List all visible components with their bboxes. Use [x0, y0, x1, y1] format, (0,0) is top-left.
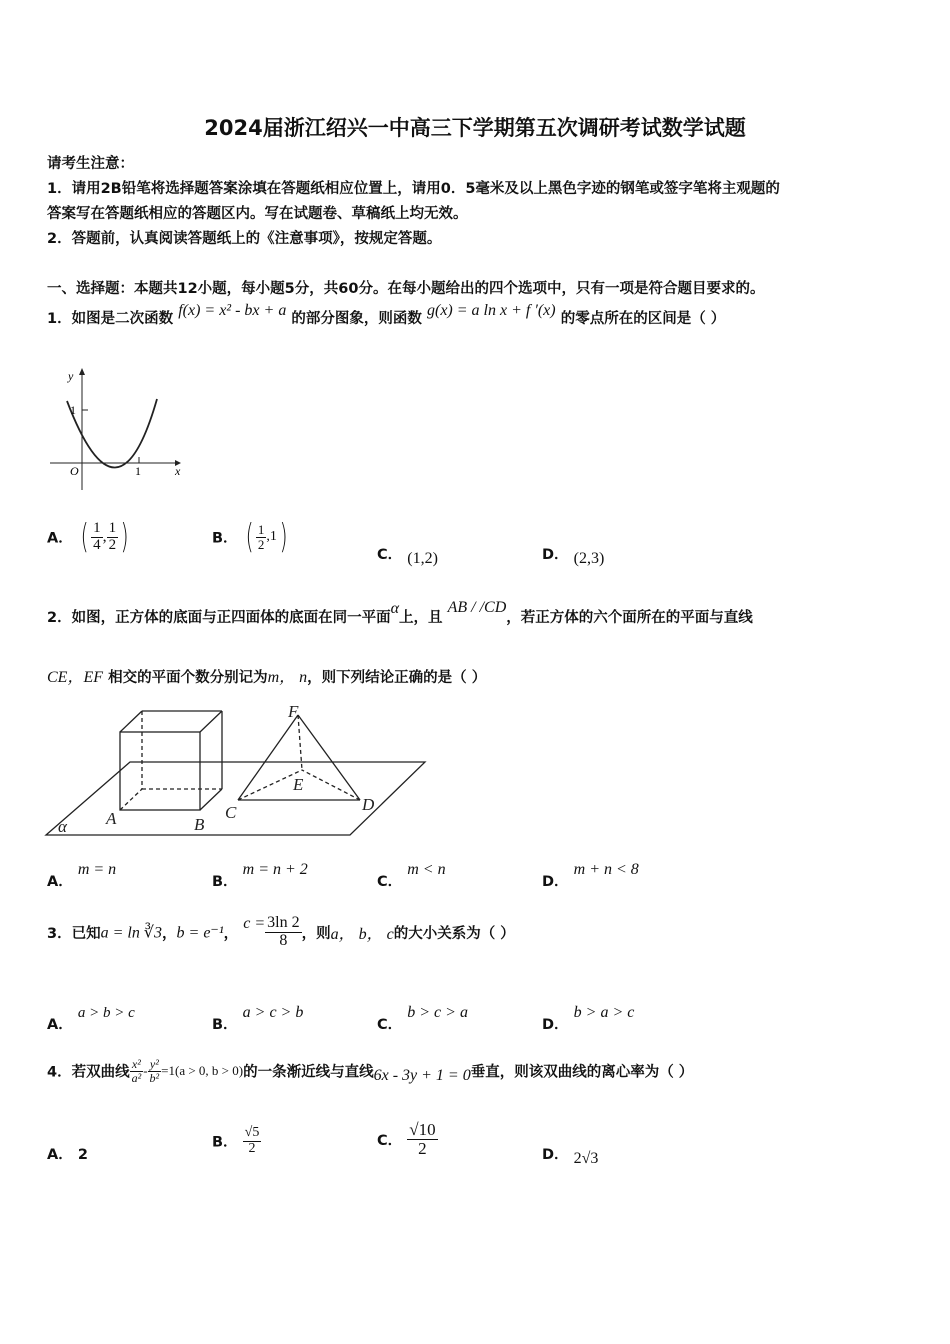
question-3: 3．已知a = ln ∛3，b = e⁻¹， c = $\frac{3\ln 2}{8}$ ，则a， b， c的大小关系为（ ） — [47, 914, 515, 949]
q2-cube-edge — [200, 789, 222, 810]
q4-option-c-label: C． — [377, 1132, 403, 1149]
q1-option-c[interactable] — [377, 543, 438, 567]
q2-d-value: m + n < 8 — [573, 861, 639, 878]
q3-c-denominator: 8 — [279, 931, 288, 949]
q2-label-b: B — [194, 815, 205, 834]
q4-hyp-a2: a² — [131, 1070, 142, 1085]
q1-b-num: 1 — [257, 521, 265, 537]
q4-text2: 的一条渐近线与直线 — [243, 1064, 374, 1081]
q3-abc: a， b， c — [330, 925, 394, 943]
q2-text2: 上，且 — [399, 610, 443, 626]
q1-y-arrow — [79, 368, 85, 375]
q2-option-d[interactable] — [542, 861, 639, 891]
question-1 — [47, 302, 726, 328]
q3-option-b-label: B． — [212, 1017, 238, 1033]
q4-option-d[interactable] — [542, 1143, 599, 1167]
q4-d-value: 2√3 — [573, 1150, 599, 1167]
q1-origin: O — [70, 464, 79, 478]
q2-cube-hidden-edge — [120, 789, 142, 810]
q1-text2: 的部分图象，则函数 — [291, 311, 422, 327]
notes-line1a: 1．请用2B铅笔将选择题答案涂填在答题纸相应位置上，请用0．5毫米及以上黑色字迹的钢笔或签字笔将主观题的 — [47, 181, 780, 197]
q1-option-c-label: C． — [377, 547, 403, 563]
q2-b-value: m = n + 2 — [242, 861, 308, 878]
q1-a-den1: 4 — [93, 536, 101, 553]
q3-option-a[interactable] — [47, 1005, 135, 1034]
q2-label-a: A — [106, 809, 117, 828]
q3-c-value: b > c > a — [407, 1004, 468, 1021]
q1-a-den2: 2 — [108, 536, 117, 553]
q3-b-value: a > c > b — [242, 1004, 304, 1021]
q1-a-num1: 1 — [93, 519, 101, 536]
q4-hyp-minus: - — [143, 1063, 148, 1079]
q4-option-c[interactable] — [377, 1121, 438, 1158]
q2-ce-ef: CE，EF — [47, 669, 103, 686]
q1-option-d[interactable] — [542, 543, 605, 567]
q3-a-expr: a = ln ∛3 — [100, 924, 163, 942]
q1-text1: 如图是二次函数 — [71, 311, 174, 327]
q2-option-c-label: C． — [377, 874, 403, 890]
q3-text3: 的大小关系为（ ） — [393, 925, 515, 942]
q2-alpha: α — [390, 600, 399, 617]
q2-mn: m， n — [267, 669, 308, 686]
q1-option-a-label: A． — [47, 530, 73, 547]
q2-text3: ，若正方体的六个面所在的平面与直线 — [506, 610, 753, 626]
notes-line2: 2．答题前，认真阅读答题纸上的《注意事项》，按规定答题。 — [47, 231, 442, 247]
q3-a-value: a > b > c — [77, 1005, 135, 1021]
notes-line1b: 答案写在答题纸相应的答题区内。写在试题卷、草稿纸上均无效。 — [47, 206, 468, 222]
page-title: 2024届浙江绍兴一中高三下学期第五次调研考试数学试题 — [204, 116, 746, 140]
q2-option-a-label: A． — [47, 874, 73, 890]
q4-b-denominator: 2 — [248, 1140, 256, 1156]
q3-option-c[interactable] — [377, 1004, 468, 1034]
notes-heading: 请考生注意： — [47, 156, 134, 172]
q4-option-b-label: B． — [212, 1134, 238, 1151]
q2-cube-tetrahedron-figure — [40, 700, 440, 840]
q3-d-value: b > a > c — [573, 1004, 635, 1021]
q2-number: 2． — [47, 610, 72, 626]
q2-label-d: D — [362, 795, 375, 814]
q1-b-rest: ,1 — [266, 529, 277, 544]
q1-parabola-curve — [67, 399, 157, 468]
q1-x-label: x — [175, 464, 181, 478]
q2-option-a[interactable] — [47, 861, 117, 891]
q1-option-b-label: B． — [212, 530, 238, 547]
q1-b-den: 2 — [257, 536, 265, 552]
q3-option-b[interactable] — [212, 1004, 304, 1034]
q1-text3: 的零点所在的区间是（ ） — [560, 311, 726, 327]
q2-option-c[interactable] — [377, 861, 446, 891]
q1-y-one: 1 — [70, 403, 76, 417]
q4-option-b[interactable] — [212, 1126, 261, 1156]
question-2 — [47, 599, 753, 627]
q2-label-c: C — [225, 803, 237, 822]
q1-x-one: 1 — [135, 464, 141, 478]
section-heading: 一、选择题：本题共12小题，每小题5分，共60分。在每小题给出的四个选项中，只有一项是符合题目要求的。 — [47, 281, 765, 297]
q1-d-value: (2,3) — [573, 550, 605, 567]
q4-option-a-label: A． — [47, 1147, 73, 1163]
q2-label-e: E — [293, 775, 304, 794]
q2-c-value: m < n — [407, 861, 446, 878]
q4-a-value: 2 — [77, 1147, 88, 1163]
q3-b-expr: b = e⁻¹ — [176, 924, 224, 942]
q1-f-expr: f(x) = x² - bx + a — [178, 302, 287, 319]
question-2-line2 — [47, 664, 486, 687]
q1-option-b[interactable]: B． ( $\frac{1}{2}$ ,1) — [212, 517, 288, 557]
q2-cube-edge — [200, 711, 222, 732]
q3-number: 3． — [47, 925, 72, 942]
q3-option-d-label: D． — [542, 1017, 569, 1033]
q2-a-value: m = n — [77, 861, 117, 878]
q1-option-a[interactable]: A． ( $\frac{1}{4}$ , $\frac{1}{2}$ ) — [47, 517, 129, 557]
q2-option-b[interactable] — [212, 861, 308, 891]
q3-text2: ，则 — [301, 925, 331, 942]
question-4 — [47, 1058, 693, 1084]
q4-hyp-x2: x² — [131, 1057, 141, 1071]
q1-c-value: (1,2) — [407, 550, 438, 567]
q4-text3: 垂直，则该双曲线的离心率为（ ） — [470, 1064, 694, 1081]
q3-c-numerator: 3ln 2 — [267, 914, 300, 931]
q2-label-alpha: α — [58, 817, 67, 836]
q2-option-b-label: B． — [212, 874, 238, 890]
q2-label-f: F — [288, 702, 299, 721]
q4-line-expr: 6x - 3y + 1 = 0 — [373, 1067, 471, 1085]
q4-option-a[interactable] — [47, 1143, 88, 1164]
q1-a-num2: 1 — [108, 519, 117, 536]
q2-text5: ，则下列结论正确的是（ ） — [307, 670, 487, 686]
q2-text4: 相交的平面个数分别记为 — [108, 670, 268, 686]
q4-number: 4． — [47, 1064, 72, 1081]
q4-hyp-rest: =1(a > 0, b > 0) — [161, 1063, 244, 1079]
q4-c-numerator: √10 — [409, 1120, 436, 1139]
q4-text1: 若双曲线 — [71, 1064, 130, 1081]
q4-b-numerator: √5 — [244, 1125, 260, 1140]
q2-option-d-label: D． — [542, 874, 569, 890]
q2-cube-edge — [120, 711, 142, 732]
q4-hyp-y2: y² — [149, 1057, 159, 1071]
q1-number: 1． — [47, 311, 72, 327]
q4-option-d-label: D． — [542, 1147, 569, 1163]
q2-tetra-edge — [298, 715, 360, 800]
q3-c-lhs: c = — [243, 915, 266, 933]
q1-y-label: y — [68, 369, 74, 383]
q1-parabola-graph — [45, 365, 185, 495]
q2-tetra-edge — [238, 715, 298, 800]
q3-text1: 已知 — [71, 925, 101, 942]
q1-option-d-label: D． — [542, 547, 569, 563]
q4-hyp-b2: b² — [149, 1070, 160, 1085]
q4-c-denominator: 2 — [418, 1138, 427, 1158]
q3-option-a-label: A． — [47, 1017, 73, 1033]
q3-option-d[interactable] — [542, 1004, 635, 1034]
q2-text1: 如图，正方体的底面与正四面体的底面在同一平面 — [71, 610, 391, 626]
q2-ab-cd: AB / /CD — [447, 599, 507, 616]
q1-g-expr: g(x) = a ln x + f ′(x) — [427, 302, 556, 319]
q3-option-c-label: C． — [377, 1017, 403, 1033]
q2-tetra-hidden-edge — [302, 770, 360, 800]
